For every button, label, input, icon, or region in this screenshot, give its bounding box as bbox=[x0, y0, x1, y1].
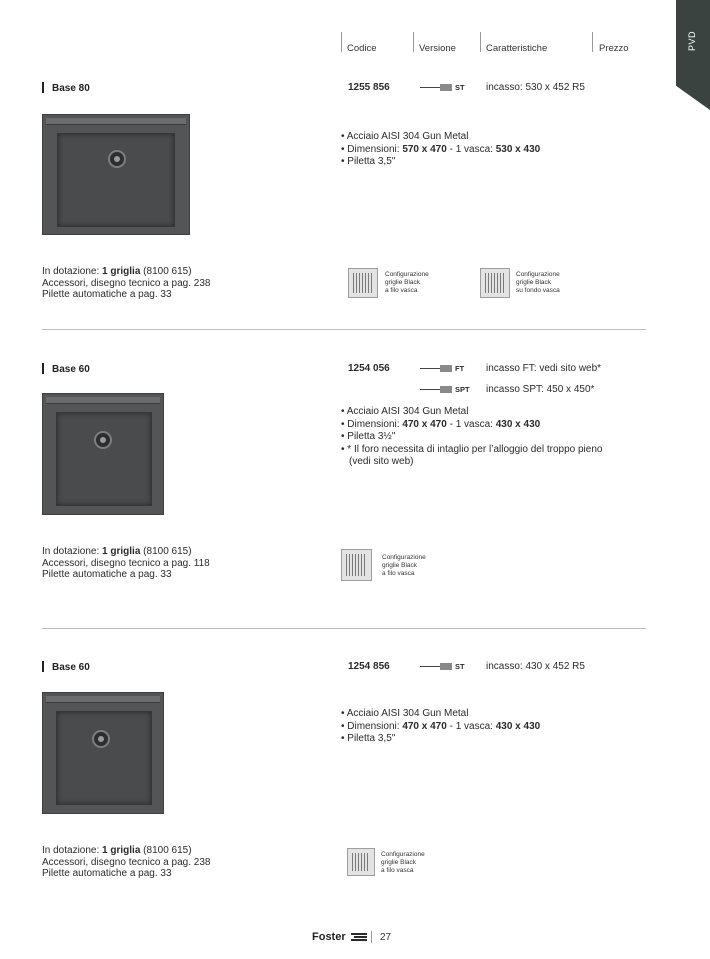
section-title: Base 60 bbox=[42, 363, 90, 375]
grid-config-caption: Configurazione griglie Black a filo vasca bbox=[381, 851, 425, 874]
feature-item: • Dimensioni: 470 x 470 - 1 vasca: 430 x 430 bbox=[341, 720, 541, 732]
version-tag bbox=[420, 662, 465, 671]
feature-item: • Acciaio AISI 304 Gun Metal bbox=[341, 131, 469, 142]
product-spec: incasso SPT: 450 x 450* bbox=[486, 384, 595, 395]
accessori-line: Accessori, disegno tecnico a pag. 118 bbox=[42, 557, 210, 569]
pilette-line: Pilette automatiche a pag. 33 bbox=[42, 868, 172, 879]
column-header-caratteristiche: Caratteristiche bbox=[486, 43, 548, 54]
product-code: 1255 856 bbox=[348, 82, 390, 93]
grid-config-icon bbox=[341, 549, 372, 581]
sink-image bbox=[42, 393, 164, 515]
dotazione-line: In dotazione: 1 griglia (8100 615) bbox=[42, 266, 192, 277]
column-divider bbox=[341, 32, 342, 52]
column-header-codice: Codice bbox=[347, 43, 377, 54]
version-label: FT bbox=[455, 364, 465, 373]
grid-config-caption: Configurazione griglie Black a filo vasca bbox=[382, 554, 426, 577]
page-number: 27 bbox=[380, 932, 392, 943]
accessory-info bbox=[42, 845, 210, 880]
feature-item: • Acciaio AISI 304 Gun Metal bbox=[341, 708, 469, 719]
section-divider bbox=[42, 329, 646, 330]
footer-logo bbox=[312, 931, 367, 943]
accessori-line: Accessori, disegno tecnico a pag. 238 bbox=[42, 856, 211, 868]
sink-image bbox=[42, 114, 190, 235]
accessory-info bbox=[42, 266, 210, 301]
category-tab bbox=[676, 0, 710, 110]
feature-item: • * Il foro necessita di intaglio per l’alloggio del troppo pieno bbox=[341, 443, 603, 455]
product-spec: incasso FT: vedi sito web* bbox=[486, 363, 602, 374]
product-code: 1254 056 bbox=[348, 363, 390, 374]
brand-mark-icon bbox=[351, 933, 367, 941]
column-divider bbox=[413, 32, 414, 52]
dotazione-line: In dotazione: 1 griglia (8100 615) bbox=[42, 546, 192, 557]
feature-item: • Piletta 3½'' bbox=[341, 431, 396, 442]
column-divider bbox=[592, 32, 593, 52]
sink-image bbox=[42, 692, 164, 814]
version-tag bbox=[420, 364, 464, 373]
product-code: 1254 856 bbox=[348, 661, 390, 672]
feature-item: • Piletta 3,5'' bbox=[341, 156, 396, 167]
grid-config-icon bbox=[347, 848, 375, 876]
column-divider bbox=[480, 32, 481, 52]
feature-item: (vedi sito web) bbox=[349, 456, 414, 467]
feature-item: • Dimensioni: 570 x 470 - 1 vasca: 530 x 430 bbox=[341, 143, 541, 155]
feature-list bbox=[341, 131, 540, 169]
column-header-prezzo: Prezzo bbox=[599, 43, 629, 54]
version-label: ST bbox=[455, 662, 465, 671]
feature-item: • Dimensioni: 470 x 470 - 1 vasca: 430 x 430 bbox=[341, 418, 541, 430]
product-spec: incasso: 530 x 452 R5 bbox=[486, 82, 585, 93]
version-label: ST bbox=[455, 83, 465, 92]
grid-config-icon bbox=[480, 268, 510, 298]
version-tag bbox=[420, 83, 465, 92]
grid-config-icon bbox=[348, 268, 378, 298]
section-title: Base 80 bbox=[42, 82, 90, 94]
accessory-info bbox=[42, 546, 210, 581]
brand-name: Foster bbox=[312, 931, 346, 943]
feature-item: • Acciaio AISI 304 Gun Metal bbox=[341, 406, 469, 417]
footer-divider bbox=[371, 931, 372, 943]
feature-item: • Piletta 3,5'' bbox=[341, 733, 396, 744]
accessori-line: Accessori, disegno tecnico a pag. 238 bbox=[42, 277, 211, 289]
product-spec: incasso: 430 x 452 R5 bbox=[486, 661, 585, 672]
grid-config-caption: Configurazione griglie Black a filo vasca bbox=[385, 271, 429, 294]
dotazione-line: In dotazione: 1 griglia (8100 615) bbox=[42, 845, 192, 856]
column-header-versione: Versione bbox=[419, 43, 456, 54]
feature-list bbox=[341, 406, 602, 469]
version-tag bbox=[420, 385, 470, 394]
grid-config-caption: Configurazione griglie Black su fondo vasca bbox=[516, 271, 560, 294]
version-label: SPT bbox=[455, 385, 470, 394]
category-tab-label: PVD bbox=[686, 30, 697, 52]
section-title: Base 60 bbox=[42, 661, 90, 673]
feature-list bbox=[341, 708, 540, 746]
pilette-line: Pilette automatiche a pag. 33 bbox=[42, 569, 172, 580]
section-divider bbox=[42, 628, 646, 629]
pilette-line: Pilette automatiche a pag. 33 bbox=[42, 289, 172, 300]
